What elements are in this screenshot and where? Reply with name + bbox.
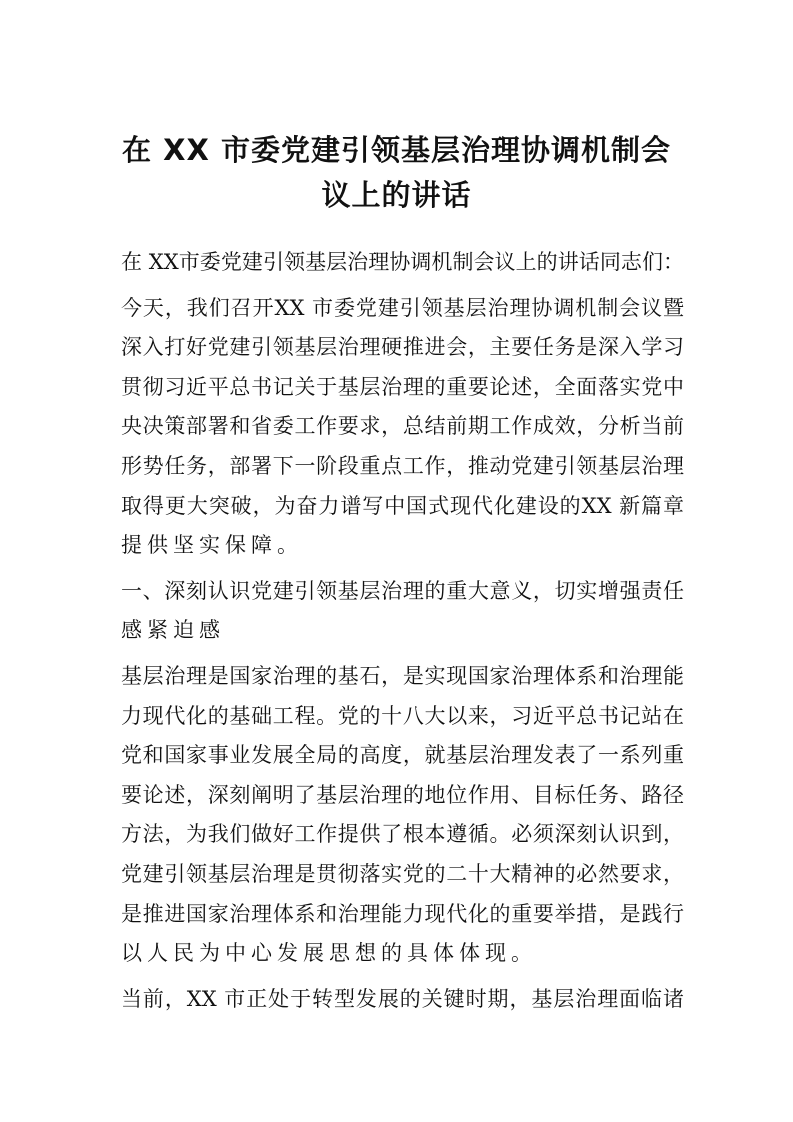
text-line: 要论述，深刻阐明了基层治理的地位作用、目标任务、路径 xyxy=(121,782,684,807)
document-title-line-2: 议上的讲话 xyxy=(321,178,472,212)
text-line: 感紧迫感 xyxy=(121,618,225,643)
text-line: 方法，为我们做好工作提供了根本遵循。必须深刻认识到， xyxy=(121,822,684,847)
text-line: 提供坚实保障。 xyxy=(121,533,303,558)
text-line: 力现代化的基础工程。党的十八大以来，习近平总书记站在 xyxy=(121,703,684,728)
text-line: 央决策部署和省委工作要求，总结前期工作成效，分析当前 xyxy=(121,414,684,439)
text-line: 一、深刻认识党建引领基层治理的重大意义，切实增强责任 xyxy=(121,578,684,603)
paragraph xyxy=(121,289,684,566)
paragraph xyxy=(121,572,684,651)
text-line: 深入打好党建引领基层治理硬推进会，主要任务是深入学习 xyxy=(121,335,684,360)
document-body xyxy=(121,243,684,1025)
paragraph xyxy=(121,243,684,283)
text-line: 以人民为中心发展思想的具体体现。 xyxy=(121,941,537,966)
text-line: 今天，我们召开XX 市委党建引领基层治理协调机制会议暨 xyxy=(121,295,684,320)
text-line: 取得更大突破，为奋力谱写中国式现代化建设的XX 新篇章 xyxy=(121,493,684,518)
document-title-line-1: 在 XX 市委党建引领基层治理协调机制会 xyxy=(122,133,671,167)
paragraph xyxy=(121,980,684,1020)
text-line: 党建引领基层治理是贯彻落实党的二十大精神的必然要求， xyxy=(121,861,684,886)
text-line: 党和国家事业发展全局的高度，就基层治理发表了一系列重 xyxy=(121,743,684,768)
text-line: 基层治理是国家治理的基石，是实现国家治理体系和治理能 xyxy=(121,663,684,688)
paragraph xyxy=(121,657,684,974)
text-line: 形势任务，部署下一阶段重点工作，推动党建引领基层治理 xyxy=(121,453,684,478)
text-line: 是推进国家治理体系和治理能力现代化的重要举措，是践行 xyxy=(121,901,684,926)
text-line: 在 XX市委党建引领基层治理协调机制会议上的讲话同志们： xyxy=(121,250,684,274)
text-line: 贯彻习近平总书记关于基层治理的重要论述，全面落实党中 xyxy=(121,374,684,399)
text-line: 当前，XX 市正处于转型发展的关键时期，基层治理面临诸 xyxy=(121,986,684,1011)
